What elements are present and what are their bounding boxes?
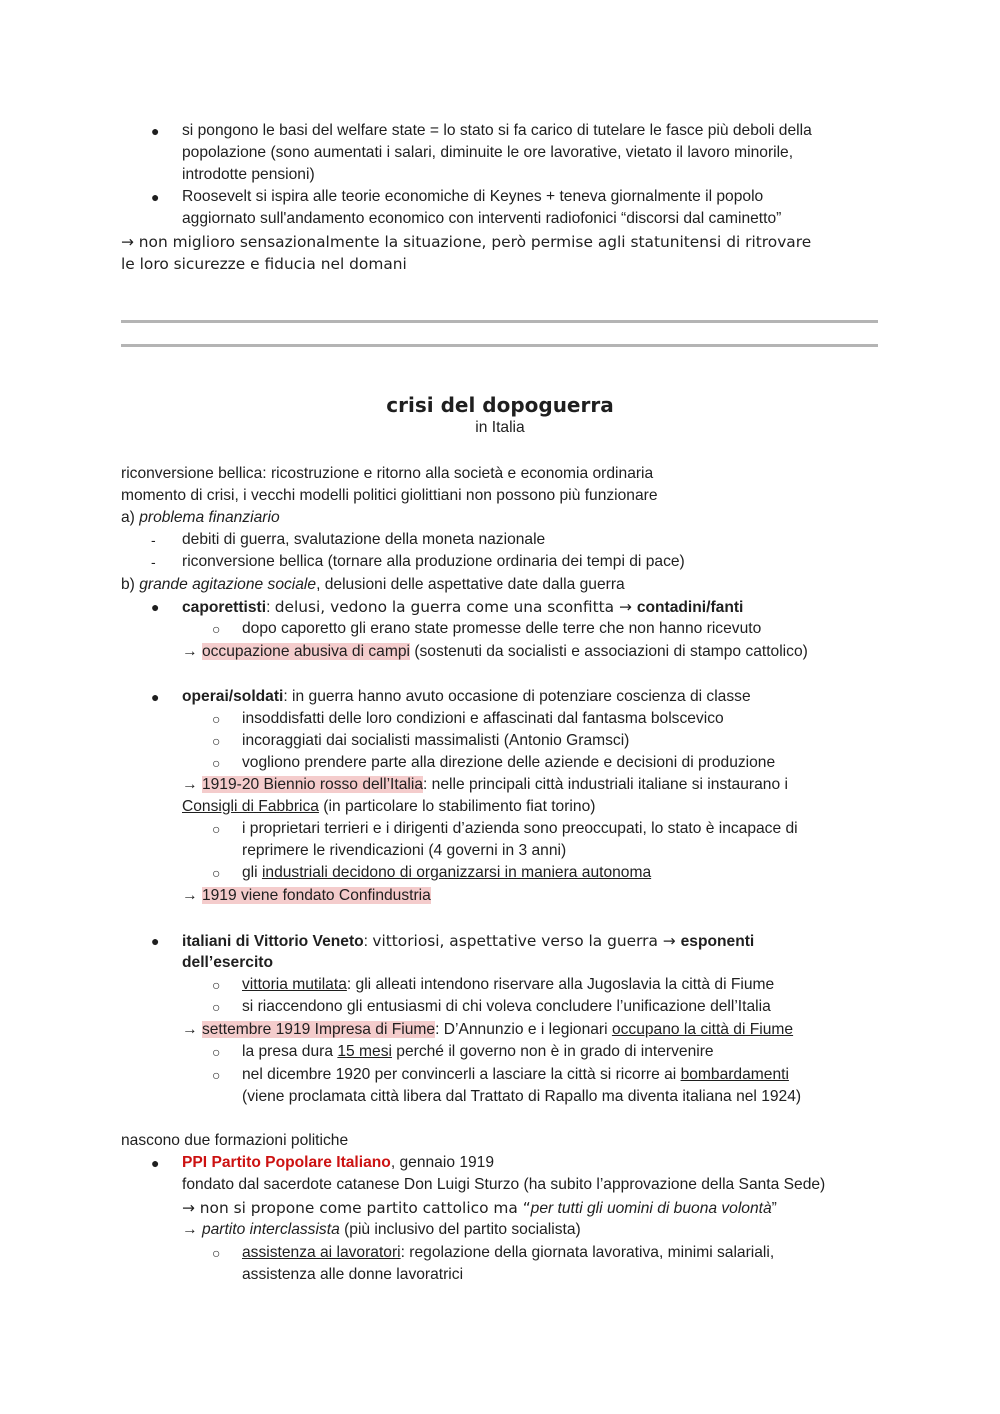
circle-glyph: ○ bbox=[212, 755, 221, 771]
veneto-role-cont: dell’esercito bbox=[182, 954, 274, 971]
underline-text: occupano la città di Fiume bbox=[611, 1021, 794, 1038]
arrow: → bbox=[182, 776, 202, 793]
dash-glyph: - bbox=[151, 554, 156, 570]
ppi-date: , gennaio 1919 bbox=[390, 1154, 495, 1171]
item-prefix: la presa dura bbox=[242, 1043, 338, 1060]
circle-glyph: ○ bbox=[212, 733, 221, 749]
highlight: settembre 1919 Impresa di Fiume bbox=[201, 1021, 436, 1038]
ppi-founder: fondato dal sacerdote catanese Don Luigi Sturzo (ha subito l’approvazione della Santa Sede) bbox=[182, 1176, 826, 1193]
outcome-rest: (sostenuti da socialisti e associazioni di stampo cattolico) bbox=[409, 643, 808, 660]
list-item: dopo caporetto gli erano state promesse delle terre che non hanno ricevuto bbox=[242, 620, 762, 637]
circle-glyph: ○ bbox=[212, 1067, 221, 1083]
heading-b-rest: , delusioni delle aspettative date dalla guerra bbox=[316, 576, 625, 593]
veneto-line bbox=[182, 930, 754, 953]
circle-glyph: ○ bbox=[212, 1245, 221, 1261]
heading-b bbox=[121, 574, 625, 596]
operai-desc: : in guerra hanno avuto occasione di potenziare coscienza di classe bbox=[283, 688, 751, 705]
ppi-interclassista bbox=[182, 1219, 581, 1241]
arrow: → bbox=[182, 1021, 202, 1038]
paragraph-riconversione: riconversione bellica: ricostruzione e ritorno alla società e economia ordinaria bbox=[121, 465, 654, 482]
heading-b-label: grande agitazione sociale bbox=[139, 576, 317, 593]
underline-text: industriali decidono di organizzarsi in maniera autonoma bbox=[261, 864, 652, 881]
welfare-line-2: popolazione (sono aumentati i salari, diminuite le ore lavorative, vietato il lavoro minorile, bbox=[182, 144, 794, 161]
veneto-role: esponenti bbox=[680, 933, 755, 950]
veneto-name: italiani di Vittorio Veneto bbox=[182, 933, 364, 950]
conclusion-line-2: le loro sicurezze e fiducia nel domani bbox=[121, 255, 407, 273]
list-item: debiti di guerra, svalutazione della moneta nazionale bbox=[182, 531, 546, 548]
consigli-line bbox=[182, 796, 595, 818]
list-item: vogliono prendere parte alla direzione delle aziende e decisioni di produzione bbox=[242, 754, 776, 771]
bullet-glyph: ● bbox=[151, 189, 160, 205]
arrow: → bbox=[182, 887, 202, 904]
list-item: si riaccendono gli entusiasmi di chi voleva concludere l’unificazione dell’Italia bbox=[242, 998, 771, 1015]
bullet-glyph: ● bbox=[151, 689, 160, 705]
ppi-name: PPI Partito Popolare Italiano bbox=[182, 1154, 391, 1171]
bullet-glyph: ● bbox=[151, 599, 160, 615]
caporettisti-colon: : bbox=[266, 599, 275, 616]
circle-glyph: ○ bbox=[212, 977, 221, 993]
dash-glyph: - bbox=[151, 532, 156, 548]
roosevelt-line-2: aggiornato sull'andamento economico con interventi radiofonici “discorsi dal caminetto” bbox=[182, 210, 782, 227]
fiume-line bbox=[182, 1019, 793, 1041]
welfare-line-1: si pongono le basi del welfare state = lo stato si fa carico di tutelare le fasce più deboli della bbox=[182, 122, 812, 139]
horizontal-rule bbox=[121, 344, 878, 347]
item-rest: perché il governo non è in grado di intervenire bbox=[391, 1043, 714, 1060]
biennio-line bbox=[182, 774, 788, 796]
ppi-interclassista-rest: (più inclusivo del partito socialista) bbox=[339, 1221, 581, 1238]
fiume-rest: : D’Annunzio e i legionari bbox=[435, 1021, 612, 1038]
highlight: occupazione abusiva di campi bbox=[201, 643, 410, 660]
operai-name: operai/soldati bbox=[182, 688, 284, 705]
circle-glyph: ○ bbox=[212, 865, 221, 881]
list-item: incoraggiati dai socialisti massimalisti (Antonio Gramsci) bbox=[242, 732, 630, 749]
section-subtitle: in Italia bbox=[475, 419, 525, 436]
circle-glyph: ○ bbox=[212, 711, 221, 727]
highlight: 1919-20 Biennio rosso dell’Italia bbox=[201, 776, 423, 793]
veneto-colon: : bbox=[363, 933, 373, 950]
caporettisti-name: caporettisti bbox=[182, 599, 267, 616]
list-item-cont: reprimere le rivendicazioni (4 governi in 3 anni) bbox=[242, 842, 567, 859]
heading-a-prefix: a) bbox=[121, 509, 140, 526]
circle-glyph: ○ bbox=[212, 621, 221, 637]
welfare-line-3: introdotte pensioni) bbox=[182, 166, 315, 183]
underline-text: vittoria mutilata bbox=[242, 976, 347, 993]
underline-text: bombardamenti bbox=[680, 1066, 789, 1083]
arrow: → bbox=[182, 643, 202, 660]
list-item bbox=[242, 1041, 714, 1063]
circle-glyph: ○ bbox=[212, 821, 221, 837]
item-rest: : regolazione della giornata lavorativa, minimi salariali, bbox=[400, 1244, 775, 1261]
ppi-motto-quote: per tutti gli uomini di buona volontà bbox=[530, 1200, 772, 1217]
list-item: riconversione bellica (tornare alla produzione ordinaria dei tempi di pace) bbox=[182, 553, 685, 570]
biennio-rest: : nelle principali città industriali italiane si instaurano i bbox=[423, 776, 788, 793]
caporettisti-role: contadini/fanti bbox=[636, 599, 744, 616]
confindustria-line bbox=[182, 885, 431, 907]
operai-line bbox=[182, 686, 751, 708]
ppi-motto-pre: → non si propone come partito cattolico ma “ bbox=[182, 1199, 531, 1217]
list-item bbox=[242, 974, 774, 996]
list-item-cont: assistenza alle donne lavoratrici bbox=[242, 1266, 464, 1283]
bullet-glyph: ● bbox=[151, 123, 160, 139]
underline-text: 15 mesi bbox=[337, 1043, 392, 1060]
veneto-desc: vittoriosi, aspettative verso la guerra → bbox=[372, 932, 681, 950]
circle-glyph: ○ bbox=[212, 1044, 221, 1060]
list-item bbox=[242, 1242, 774, 1264]
item-prefix: nel dicembre 1920 per convincerli a lasciare la città si ricorre ai bbox=[242, 1066, 681, 1083]
underline-text: assistenza ai lavoratori bbox=[242, 1244, 401, 1261]
arrow: → bbox=[182, 1221, 202, 1238]
list-item: i proprietari terrieri e i dirigenti d’azienda sono preoccupati, lo stato è incapace di bbox=[242, 820, 798, 837]
list-item: insoddisfatti delle loro condizioni e affascinati dal fantasma bolscevico bbox=[242, 710, 724, 727]
paragraph-crisi: momento di crisi, i vecchi modelli politici giolittiani non possono più funzionare bbox=[121, 487, 658, 504]
heading-b-prefix: b) bbox=[121, 576, 140, 593]
item-prefix: gli bbox=[242, 864, 262, 881]
roosevelt-line-1: Roosevelt si ispira alle teorie economiche di Keynes + teneva giornalmente il popolo bbox=[182, 188, 764, 205]
heading-a-label: problema finanziario bbox=[139, 509, 280, 526]
caporettisti-line bbox=[182, 596, 743, 619]
ppi-line bbox=[182, 1152, 494, 1174]
formazioni-intro: nascono due formazioni politiche bbox=[121, 1132, 349, 1149]
conclusion-line-1: → non miglioro sensazionalmente la situazione, però permise agli statunitensi di ritrovare bbox=[121, 233, 812, 251]
caporettisti-outcome bbox=[182, 641, 808, 663]
section-title: crisi del dopoguerra bbox=[386, 393, 614, 417]
ppi-motto bbox=[182, 1197, 777, 1220]
ppi-interclassista-label: partito interclassista bbox=[201, 1221, 340, 1238]
circle-glyph: ○ bbox=[212, 999, 221, 1015]
horizontal-rule bbox=[121, 320, 878, 323]
ppi-motto-close: ” bbox=[771, 1200, 777, 1217]
heading-a bbox=[121, 507, 280, 529]
consigli-rest: (in particolare lo stabilimento fiat torino) bbox=[318, 798, 596, 815]
underline-text: Consigli di Fabbrica bbox=[182, 798, 319, 815]
bullet-glyph: ● bbox=[151, 933, 160, 949]
highlight: 1919 viene fondato Confindustria bbox=[201, 887, 431, 904]
bullet-glyph: ● bbox=[151, 1155, 160, 1171]
item-rest: : gli alleati intendono riservare alla Jugoslavia la città di Fiume bbox=[346, 976, 775, 993]
list-item bbox=[242, 1064, 789, 1086]
list-item bbox=[242, 862, 651, 884]
caporettisti-desc: delusi, vedono la guerra come una sconfitta → bbox=[274, 598, 637, 616]
list-item-cont: (viene proclamata città libera dal Trattato di Rapallo ma diventa italiana nel 1924) bbox=[242, 1088, 802, 1105]
